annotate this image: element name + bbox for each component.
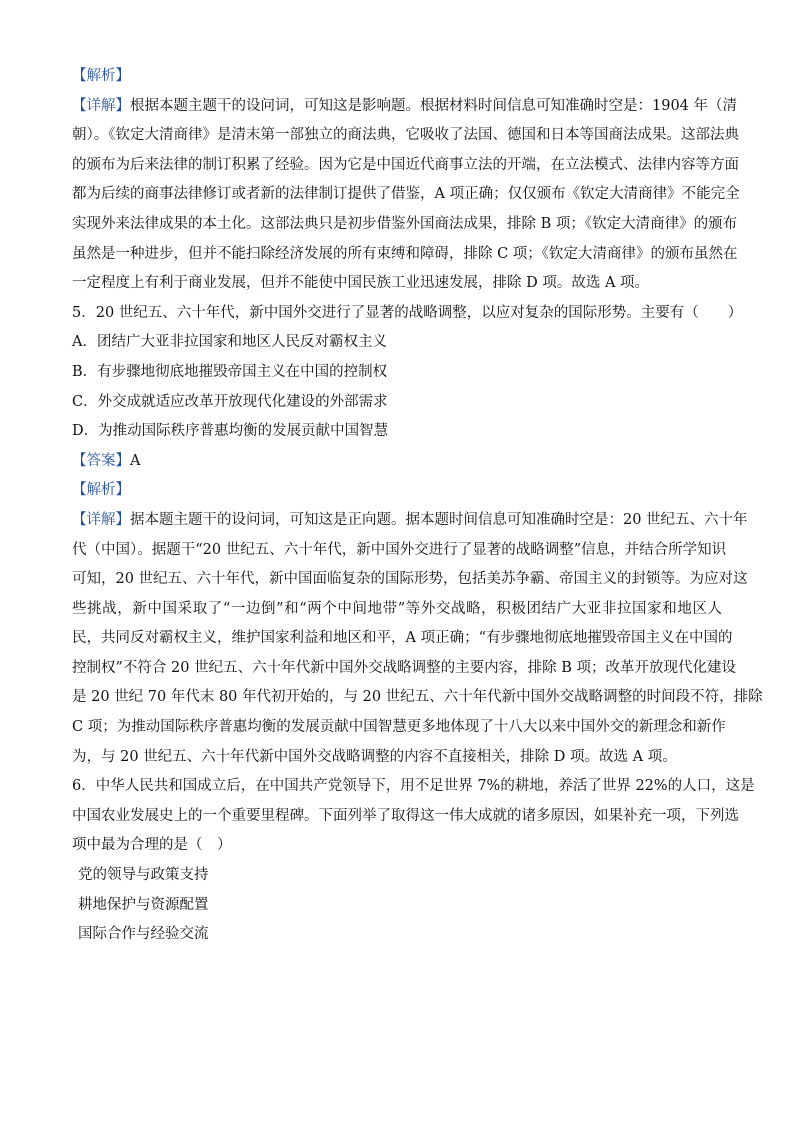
line-text: 的颁布为后来法律的制订积累了经验。因为它是中国近代商事立法的开端，在立法模式、法律内容等方面 bbox=[72, 156, 739, 173]
text-line bbox=[72, 831, 722, 861]
line-text: D．为推动国际秩序普惠均衡的发展贡献中国智慧 bbox=[72, 423, 389, 440]
text-line bbox=[72, 151, 739, 181]
line-text: 据本题主题干的设问词，可知这是正向题。据本题时间信息可知准确时空是：20 世纪五、六十年 bbox=[130, 511, 748, 528]
text-line bbox=[72, 506, 748, 536]
text-line bbox=[72, 536, 727, 566]
text-line bbox=[72, 417, 722, 447]
inline-tag: 【答案】 bbox=[72, 452, 130, 469]
line-text: 耕地保护与资源配置 bbox=[78, 896, 209, 913]
paragraph bbox=[72, 772, 755, 861]
section-tag: 【解析】 bbox=[72, 482, 130, 499]
text-line bbox=[72, 624, 733, 654]
text-line bbox=[72, 654, 736, 684]
text-line bbox=[72, 269, 722, 299]
paragraph bbox=[72, 299, 743, 329]
line-text: 6．中华人民共和国成立后，在中国共产党领导下，用不足世界 7%的耕地，养活了世界 22%的人口，这是 bbox=[72, 778, 755, 795]
line-text: A bbox=[130, 452, 141, 469]
line-text: A．团结广大亚非拉国家和地区人民反对霸权主义 bbox=[72, 334, 387, 351]
section-tag: 【解析】 bbox=[72, 68, 130, 84]
line-text: 一定程度上有利于商业发展，但并不能使中国民族工业迅速发展，排除 D 项。故选 A 项。 bbox=[72, 275, 650, 292]
text-line bbox=[72, 328, 722, 358]
text-line bbox=[72, 565, 748, 595]
line-text: 根据本题主题干的设问词，可知这是影响题。根据材料时间信息可知准确时空是：1904 年（清 bbox=[130, 97, 738, 114]
line-text: 是 20 世纪 70 年代末 80 年代初开始的，与 20 世纪五、六十年代新中国外交战略调整的时间段不符，排除 bbox=[72, 689, 763, 706]
text-line bbox=[72, 772, 755, 802]
paragraph bbox=[72, 92, 740, 299]
text-line bbox=[72, 299, 743, 329]
text-line bbox=[72, 447, 722, 477]
text-line bbox=[72, 595, 722, 625]
line-text: 可知，20 世纪五、六十年代，新中国面临复杂的国际形势，包括美苏争霸、帝国主义的封锁等。为应对这 bbox=[72, 571, 748, 588]
document-body bbox=[72, 62, 763, 950]
line-text: 控制权”不符合 20 世纪五、六十年代新中国外交战略调整的主要内容，排除 B 项；改革开放现代化建设 bbox=[72, 659, 736, 676]
text-line bbox=[72, 92, 738, 122]
text-line bbox=[72, 358, 722, 388]
text-line bbox=[72, 802, 739, 832]
text-line bbox=[72, 121, 739, 151]
line-text: 中国农业发展史上的一个重要里程碑。下面列举了取得这一伟大成就的诸多原因，如果补充一项，下列选 bbox=[72, 807, 739, 824]
paragraph bbox=[72, 447, 722, 477]
line-text: C．外交成就适应改革开放现代化建设的外部需求 bbox=[72, 393, 388, 410]
line-text: C 项；为推动国际秩序普惠均衡的发展贡献中国智慧更多地体现了十八大以来中国外交的新理念和新作 bbox=[72, 719, 726, 736]
text-line bbox=[72, 210, 738, 240]
line-text: 为，与 20 世纪五、六十年代新中国外交战略调整的内容不直接相关，排除 D 项。故选 A 项。 bbox=[72, 748, 677, 765]
text-line bbox=[72, 713, 726, 743]
text-line bbox=[72, 180, 740, 210]
text-line bbox=[78, 861, 722, 891]
paragraph bbox=[72, 328, 722, 446]
line-text: 民，共同反对霸权主义，维护国家利益和地区和平，A 项正确；“有步骤地彻底地摧毁帝国主义在中国的 bbox=[72, 630, 733, 647]
line-text: 国际合作与经验交流 bbox=[78, 926, 209, 943]
line-text: 代（中国）。据题干“20 世纪五、六十年代，新中国外交进行了显著的战略调整”信息，并结合所学知识 bbox=[72, 541, 727, 558]
text-line bbox=[78, 920, 722, 950]
line-text: 5．20 世纪五、六十年代，新中国外交进行了显著的战略调整，以应对复杂的国际形势。主要有（ ） bbox=[72, 304, 743, 321]
text-line bbox=[72, 388, 722, 418]
line-text: 项中最为合理的是（ ） bbox=[72, 837, 232, 854]
line-text: B．有步骤地彻底地摧毁帝国主义在中国的控制权 bbox=[72, 363, 388, 380]
paragraph bbox=[72, 506, 763, 772]
inline-tag: 【详解】 bbox=[72, 97, 130, 114]
option-list bbox=[72, 861, 722, 950]
line-text: 都为后续的商事法律修订或者新的法律制订提供了借鉴，A 项正确；仅仅颁布《钦定大清商律》不能完全 bbox=[72, 186, 740, 203]
line-text: 党的领导与政策支持 bbox=[78, 867, 209, 884]
text-line bbox=[72, 743, 722, 773]
text-line bbox=[72, 683, 763, 713]
text-line bbox=[78, 891, 722, 921]
inline-tag: 【详解】 bbox=[72, 511, 130, 528]
line-text: 实现外来法律成果的本土化。这部法典只是初步借鉴外国商法成果，排除 B 项；《钦定大清商律》的颁布 bbox=[72, 215, 738, 232]
text-line bbox=[72, 240, 738, 270]
line-text: 虽然是一种进步，但并不能扫除经济发展的所有束缚和障碍，排除 C 项；《钦定大清商律》的颁布虽然在 bbox=[72, 245, 738, 262]
line-text: 朝）。《钦定大清商律》是清末第一部独立的商法典，它吸收了法国、德国和日本等国商法成果。这部法典 bbox=[72, 127, 739, 144]
line-text: 些挑战，新中国采取了“一边倒”和“两个中间地带”等外交战略，积极团结广大亚非拉国家和地区人 bbox=[72, 600, 722, 617]
